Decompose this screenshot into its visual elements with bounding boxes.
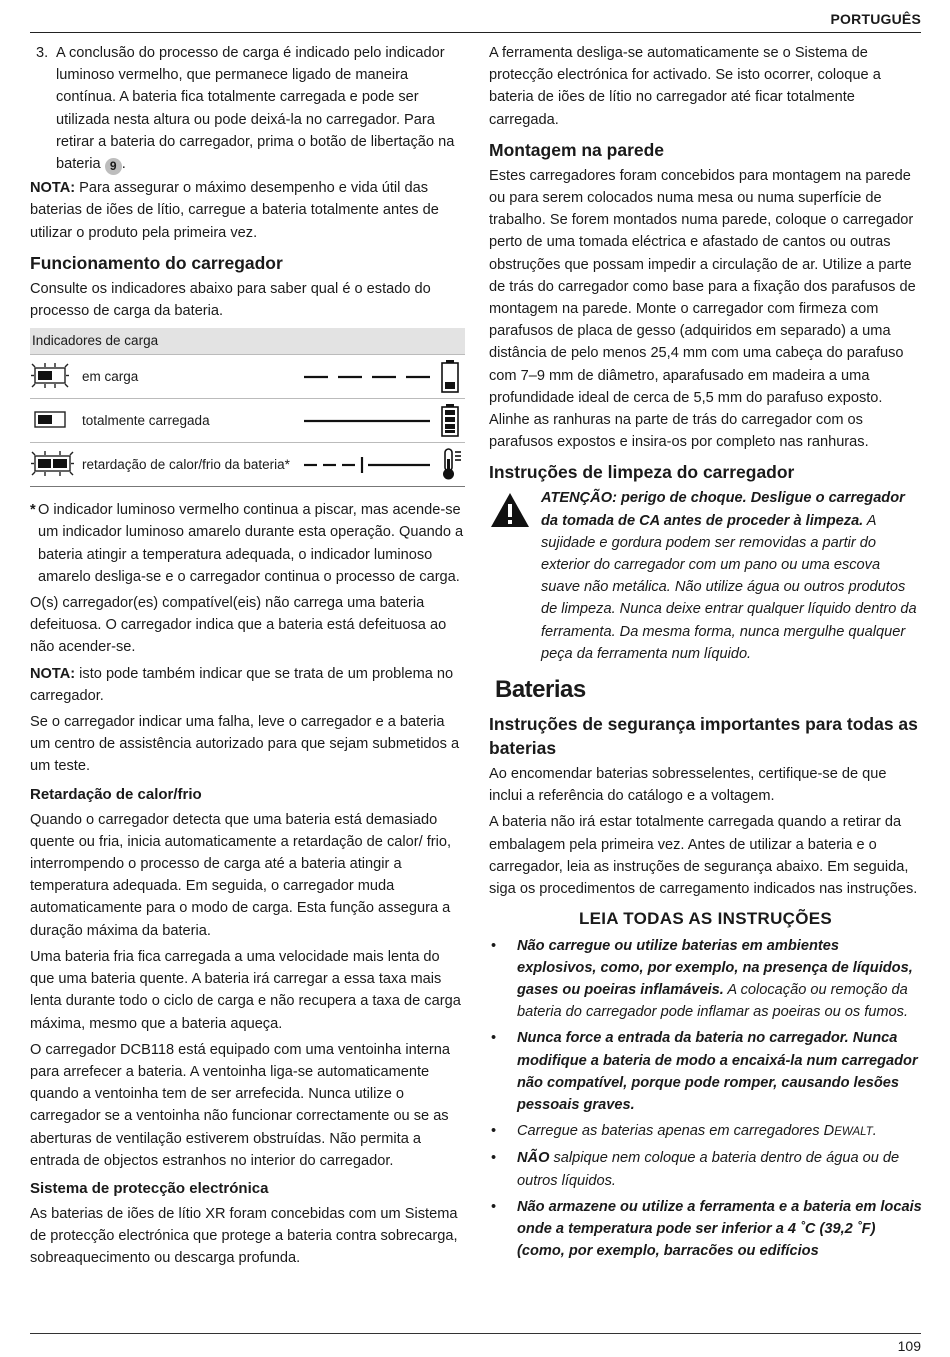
- safety-list: [489, 935, 922, 1263]
- led-on-icon: [30, 399, 82, 442]
- list-item: • Não armazene ou utilize a ferramenta e a bateria em locais onde a temperatura pode ser inferior a 4 ˚C (39,2 ˚F) (como, por exemplo, barracões ou edifícios: [491, 1198, 922, 1260]
- heading-instrucoes: Instruções de segurança importantes para todas as baterias: [489, 714, 918, 759]
- warning-triangle-icon: [489, 487, 541, 665]
- paragraph: Ao encomendar baterias sobresselentes, certifique-se de que inclui a referência do catálogo e a voltagem.: [489, 766, 887, 805]
- step-3: 3. A conclusão do processo de carga é indicado pelo indicador luminoso vermelho, que permanece ligado de maneira contínua. A bateria fica totalmente carregada e pode ser utilizada nesta altura ou pode deixá-la no carregador. Para retirar a bateria do carregador, prima o botão de libertação na bateria 9 .: [36, 42, 465, 175]
- battery-full-icon: [435, 399, 465, 442]
- heading-montagem: Montagem na parede: [489, 139, 665, 160]
- heading-leia: LEIA TODAS AS INSTRUÇÕES: [578, 909, 833, 929]
- header-language: PORTUGUÊS: [830, 11, 921, 27]
- note-label: NOTA:: [30, 180, 76, 197]
- list-item: • NÃO salpique nem coloque a bateria dentro de água ou de outros líquidos.: [491, 1150, 900, 1189]
- row-label: totalmente carregada: [82, 412, 210, 428]
- callout-number: 9: [105, 158, 122, 175]
- paragraph: A ferramenta desliga-se automaticamente se o Sistema de protecção electrónica for activado. Se isto ocorrer, coloque a bateria de iões de lítio no carregador até ficar totalmente carregada.: [489, 45, 881, 128]
- step-number: 3.: [36, 45, 49, 61]
- battery-charging-icon: [435, 355, 465, 398]
- paragraph: O carregador DCB118 está equipado com uma ventoinha interna para arrefecer a bateria. A ventoinha liga-se automaticamente quando a ventoinha tem de ser arrefecida. Nunca utilize o carregador se a ventoinha não funcionar correctamente ou se as aberturas de ventilação estiverem obstruídas. Não permita a entrada de objectos estranhos no interior do carregador.: [30, 1041, 450, 1169]
- warning-bold: ATENÇÃO: perigo de choque. Desligue o carregador da tomada de CA antes de proceder à limpeza.: [541, 490, 905, 529]
- list-item: • Carregue as baterias apenas em carregadores DEWALT.: [491, 1123, 877, 1140]
- led-blinking-icon: [30, 355, 82, 398]
- row-label: em carga: [82, 368, 139, 384]
- table-header: Indicadores de carga: [30, 328, 465, 354]
- charge-indicators-table: [30, 328, 465, 487]
- note-paragraph: NOTA: Para assegurar o máximo desempenho e vida útil das baterias de iões de lítio, carregue a bateria totalmente antes de utilizar o produto pela primeira vez.: [30, 180, 439, 241]
- note-paragraph: NOTA: isto pode também indicar que se trata de um problema no carregador.: [30, 665, 454, 704]
- paragraph: Uma bateria fria fica carregada a uma velocidade mais lenta do que uma bateria quente. A bateria irá carregar a essa taxa mais lenta durante todo o ciclo de carga e não recupera a taxa de carga máxima, mesmo que a bateria aqueça.: [30, 948, 461, 1032]
- thermometer-icon: [435, 443, 465, 486]
- table-row: [30, 354, 465, 398]
- heading-retardacao: Retardação de calor/frio: [30, 785, 202, 803]
- row-label: retardação de calor/frio da bateria*: [82, 456, 290, 472]
- heading-baterias: Baterias: [495, 676, 586, 704]
- heading-sistema: Sistema de protecção electrónica: [30, 1179, 269, 1197]
- paragraph: Se o carregador indicar uma falha, leve o carregador e a bateria um centro de assistência autorizado para que sejam submetidos a um teste.: [30, 714, 460, 775]
- solid-signal-icon: [300, 399, 435, 442]
- list-item: • Nunca force a entrada da bateria no carregador. Nunca modifique a bateria de modo a encaixá-la num carregador não compatível, porque pode romper, causando lesões pessoais graves.: [491, 1030, 918, 1113]
- left-column: [30, 42, 465, 1274]
- table-row: [30, 442, 465, 486]
- dashed-signal-icon: [300, 355, 435, 398]
- step-text: A conclusão do processo de carga é indicado pelo indicador luminoso vermelho, que permanece ligado de maneira contínua. A bateria fica totalmente carregada e pode ser utilizada nesta altura ou pode deixá-la no carregador. Para retirar a bateria do carregador, prima o botão de libertação na bateria: [56, 45, 455, 173]
- paragraph: As baterias de iões de lítio XR foram concebidas com um Sistema de protecção electrónica que protege a bateria contra sobrecarga, sobreaquecimento ou descarga profunda.: [30, 1205, 458, 1267]
- paragraph: Consulte os indicadores abaixo para saber qual é o estado do processo de carga da bateria.: [30, 280, 431, 320]
- list-item: • Não carregue ou utilize baterias em ambientes explosivos, como, por exemplo, na presença de líquidos, gases ou poeiras inflamáveis. A colocação ou remoção da bateria do carregador pode inflamar as poeiras ou os fumos.: [491, 937, 913, 1021]
- footer-rule: [30, 1333, 921, 1334]
- heading-limpeza: Instruções de limpeza do carregador: [489, 462, 795, 483]
- note-label: NOTA:: [30, 665, 76, 682]
- heading-funcionamento: Funcionamento do carregador: [30, 252, 283, 273]
- table-row: [30, 398, 465, 442]
- paragraph: Quando o carregador detecta que uma bateria está demasiado quente ou fria, inicia automaticamente a retardação de calor/ frio, interrompendo o processo de carga até a bateria atingir a temperatura adequada. Em seguida, o carregador muda automaticamente para o modo de carga. Esta função assegura a duração máxima da bateria.: [30, 811, 452, 939]
- header-rule: [30, 32, 921, 33]
- table-footnote: * O indicador luminoso vermelho continua a piscar, mas acende-se um indicador luminoso amarelo durante esta operação. Quando a bateria atingir a temperatura adequada, o indicador luminoso amarelo desliga-se e o carregador continua o processo de carga.: [30, 502, 464, 585]
- paragraph: Estes carregadores foram concebidos para montagem na parede ou para serem colocados numa mesa ou numa superfície de trabalho. Se forem montados numa parede, coloque o carregador perto de uma tomada eléctrica e afastado de cantos ou outras obstruções que possam impedir a circulação de ar. Utilize a parte de trás do carregador como base para a fixação dos parafusos de montagem na parede. Monte o carregador com firmeza com parafusos de placa de gesso (adquiridos em separado) a uma distância de pelo menos 25,4 mm com uma cabeça do parafuso com 7–9 mm de diâmetro, aparafusado em madeira a uma profundidade ideal de cerca de 5,5 mm do parafuso exposto. Alinhe as ranhuras na parte de trás do carregador com os parafusos expostos e insira-os por completo nas ranhuras.: [489, 167, 916, 451]
- page-number: 109: [897, 1338, 921, 1354]
- warning-block: [489, 487, 922, 665]
- warning-text: A sujidade e gordura podem ser removidas a partir do exterior do carregador com um pano ou uma escova suave não metálica. Não utilize água ou outros produtos de limpeza. Nunca deixe entrar qualquer líquido dentro da ferramenta. Da mesma forma, nunca mergulhe qualquer peça da ferramenta num líquido.: [541, 512, 917, 662]
- right-column: [489, 42, 922, 1266]
- paragraph: A bateria não irá estar totalmente carregada quando a retirar da embalagem pela primeira vez. Antes de utilizar a bateria e o carregador, leia as instruções de segurança abaixo. Em seguida, siga os procedimentos de carregamento indicados nas instruções.: [489, 814, 918, 898]
- led-double-icon: [30, 443, 82, 486]
- paragraph: O(s) carregador(es) compatível(eis) não carrega uma bateria defeituosa. O carregador indica que a bateria está defeituosa ao não acender-se.: [30, 595, 447, 656]
- mixed-signal-icon: [300, 443, 435, 486]
